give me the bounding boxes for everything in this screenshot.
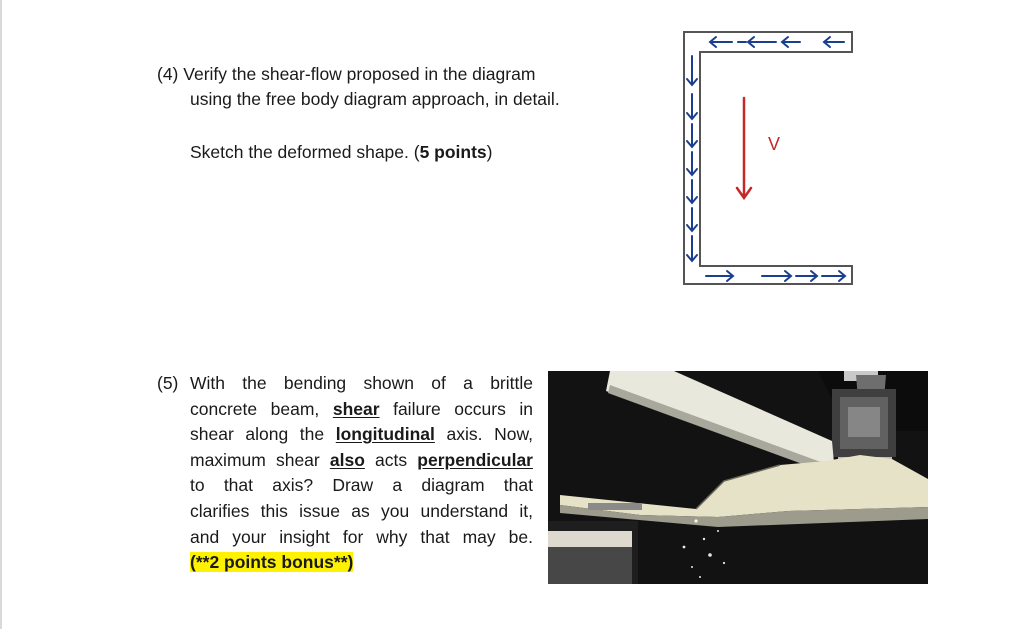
text: failure occurs in — [379, 398, 533, 419]
question-5-line-4 — [190, 448, 533, 474]
question-5-number: (5) — [157, 373, 179, 393]
question-5-line-5: to that axis? Draw a diagram that — [190, 475, 533, 496]
points-label: 5 points — [419, 142, 487, 162]
question-5-line-6: clarifies this issue as you understand it, — [190, 500, 533, 521]
bonus-highlight: (**2 points bonus**) — [190, 552, 354, 573]
shear-flow-diagram — [676, 26, 858, 288]
bottom-flange-flow-arrows — [706, 271, 845, 281]
text: maximum shear — [190, 449, 330, 470]
question-4-text-line-1: Verify the shear-flow proposed in the diagram — [183, 64, 536, 84]
question-4-line-1 — [157, 62, 627, 87]
emphasis-longitudinal: longitudinal — [335, 424, 435, 445]
text: axis. Now, — [434, 424, 533, 445]
text: acts — [364, 449, 418, 470]
question-5-line-2 — [190, 397, 533, 423]
emphasis-perpendicular: perpendicular — [417, 449, 533, 470]
question-4-sketch-instruction — [190, 140, 493, 165]
web-flow-arrows — [687, 56, 697, 261]
question-5 — [190, 371, 533, 576]
sketch-text: Sketch the deformed shape. ( — [190, 142, 420, 162]
question-4 — [157, 62, 627, 162]
shear-force-arrow — [737, 98, 751, 198]
question-5-bonus-line — [190, 550, 533, 576]
text: shear along the — [190, 424, 336, 445]
emphasis-also: also — [329, 449, 365, 470]
beam-shear-failure-photo — [548, 371, 928, 584]
emphasis-shear: shear — [332, 398, 380, 419]
top-flange-flow-arrows — [710, 37, 844, 47]
question-5-line-7: and your insight for why that may be. — [190, 526, 533, 547]
page-edge — [0, 0, 2, 629]
text: concrete beam, — [190, 398, 333, 419]
shear-force-label: V — [768, 134, 781, 154]
c-section-outline — [684, 32, 852, 284]
sketch-close: ) — [486, 142, 493, 162]
question-4-number: (4) — [157, 64, 179, 84]
question-5-line-1: With the bending shown of a brittle — [190, 373, 533, 393]
question-5-line-3 — [190, 422, 533, 448]
question-4-text-line-2: using the free body diagram approach, in detail. — [190, 89, 560, 109]
